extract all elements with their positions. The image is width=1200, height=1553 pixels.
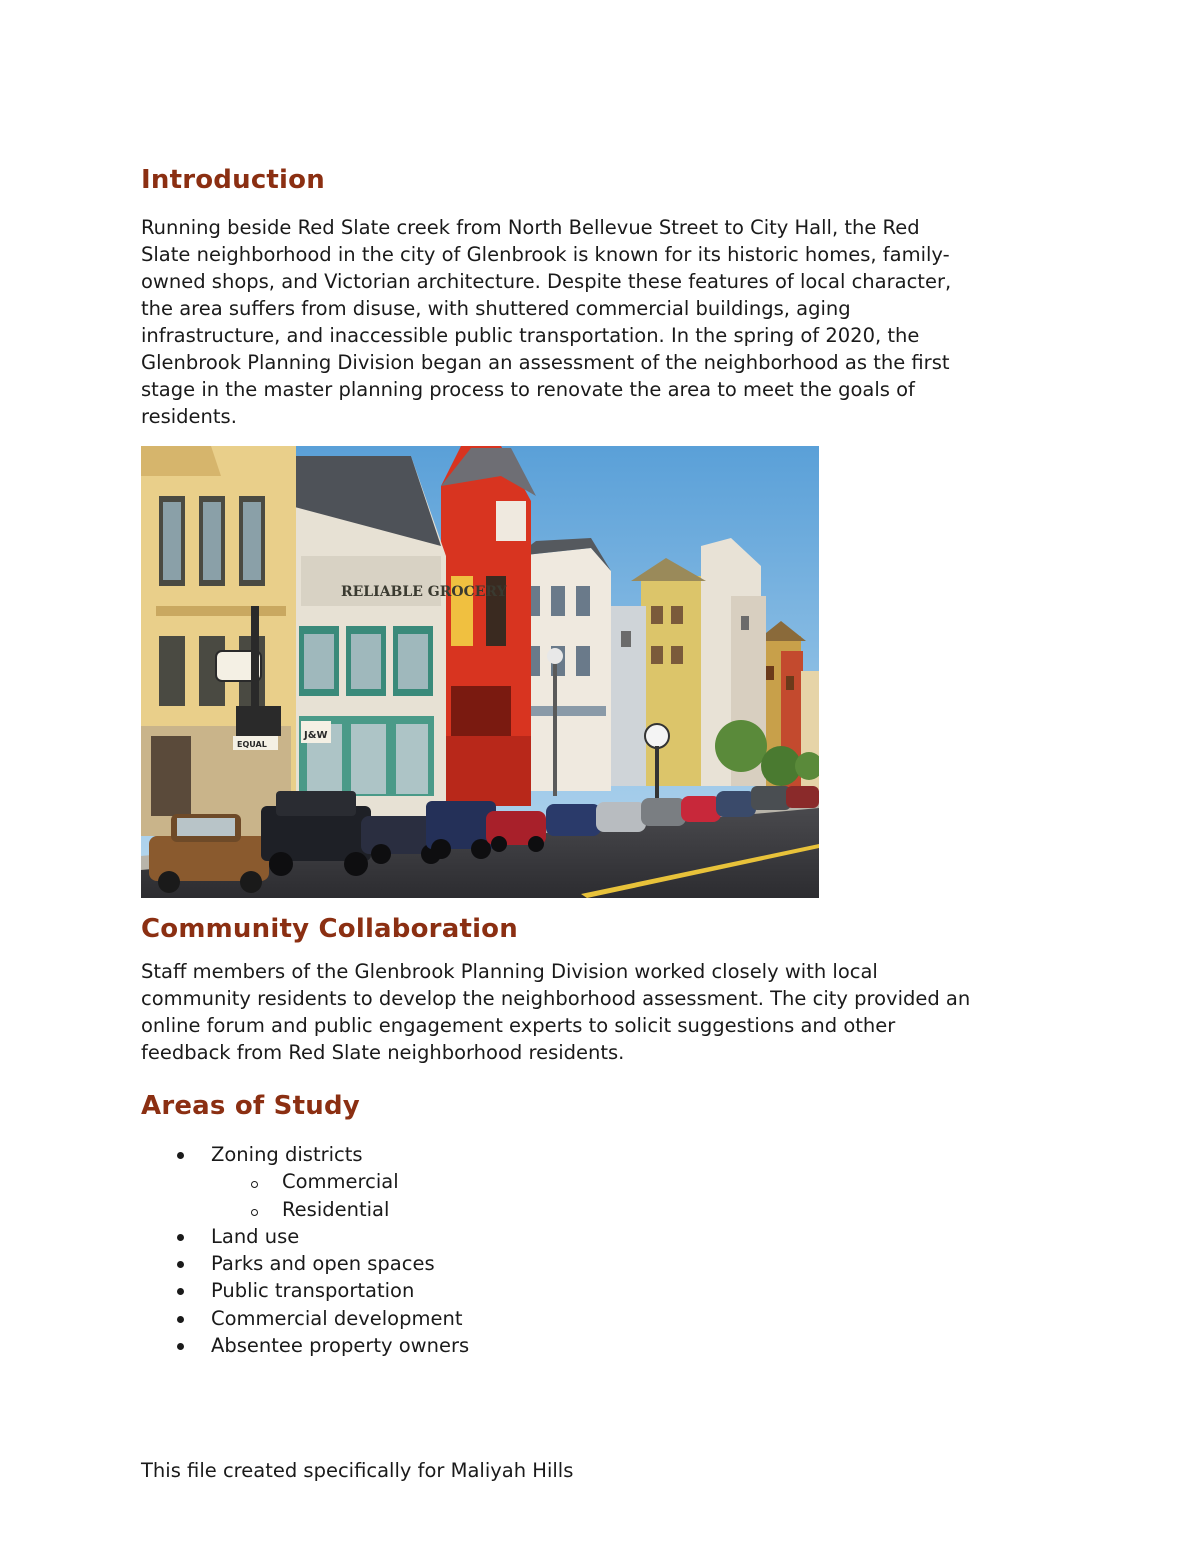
areas-heading: Areas of Study <box>141 1091 360 1121</box>
list-item-label: Commercial development <box>211 1306 463 1330</box>
intro-line: Slate neighborhood in the city of Glenbrook is known for its historic homes, family- <box>141 243 950 266</box>
list-item <box>141 1168 469 1195</box>
yellow-building <box>141 446 296 836</box>
intro-line: owned shops, and Victorian architecture. Despite these features of local character, <box>141 270 952 293</box>
collaboration-line: online forum and public engagement experts to solicit suggestions and other <box>141 1014 896 1037</box>
list-item <box>141 1332 469 1359</box>
collaboration-line: community residents to develop the neighborhood assessment. The city provided an <box>141 987 971 1010</box>
equal-sign: EQUAL <box>237 740 267 749</box>
bullet-icon <box>177 1152 184 1159</box>
list-item <box>141 1277 469 1304</box>
intro-paragraph <box>141 214 951 430</box>
sub-bullet-icon <box>251 1181 258 1188</box>
bullet-icon <box>177 1316 184 1323</box>
collaboration-paragraph <box>141 958 970 1066</box>
jw-sign: J&W <box>304 730 328 741</box>
intro-heading: Introduction <box>141 165 325 195</box>
intro-line: Running beside Red Slate creek from North Bellevue Street to City Hall, the Red <box>141 216 920 239</box>
street-photo <box>141 446 819 898</box>
bullet-icon <box>177 1288 184 1295</box>
collaboration-line: Staff members of the Glenbrook Planning Division worked closely with local <box>141 960 878 983</box>
areas-list <box>141 1141 469 1359</box>
collaboration-heading: Community Collaboration <box>141 914 518 944</box>
intro-line: stage in the master planning process to renovate the area to meet the goals of <box>141 378 915 401</box>
bullet-icon <box>177 1234 184 1241</box>
list-item <box>141 1250 469 1277</box>
red-building <box>441 446 536 806</box>
list-item-label: Zoning districts <box>211 1143 363 1166</box>
intro-line: Glenbrook Planning Division began an assessment of the neighborhood as the first <box>141 351 950 374</box>
list-item-label: Land use <box>211 1224 300 1248</box>
list-item <box>141 1141 469 1168</box>
list-item <box>141 1196 469 1223</box>
sub-bullet-icon <box>251 1209 258 1216</box>
footer-note: This file created specifically for Maliyah Hills <box>141 1459 574 1482</box>
intro-line: infrastructure, and inaccessible public transportation. In the spring of 2020, the <box>141 324 920 347</box>
intro-line: residents. <box>141 405 237 428</box>
list-item <box>141 1223 469 1250</box>
collaboration-line: feedback from Red Slate neighborhood residents. <box>141 1041 625 1064</box>
list-item-label: Public transportation <box>211 1279 415 1303</box>
grocery-sign: RELIABLE GROCERY <box>341 584 507 600</box>
bullet-icon <box>177 1261 184 1268</box>
list-item <box>141 1305 469 1332</box>
list-item-label: Absentee property owners <box>211 1334 470 1358</box>
list-item-label: Residential <box>282 1197 390 1221</box>
list-item-label: Parks and open spaces <box>211 1252 435 1276</box>
bullet-icon <box>177 1343 184 1350</box>
intro-line: the area suffers from disuse, with shuttered commercial buildings, aging <box>141 297 851 320</box>
list-item-label: Commercial <box>282 1170 399 1194</box>
